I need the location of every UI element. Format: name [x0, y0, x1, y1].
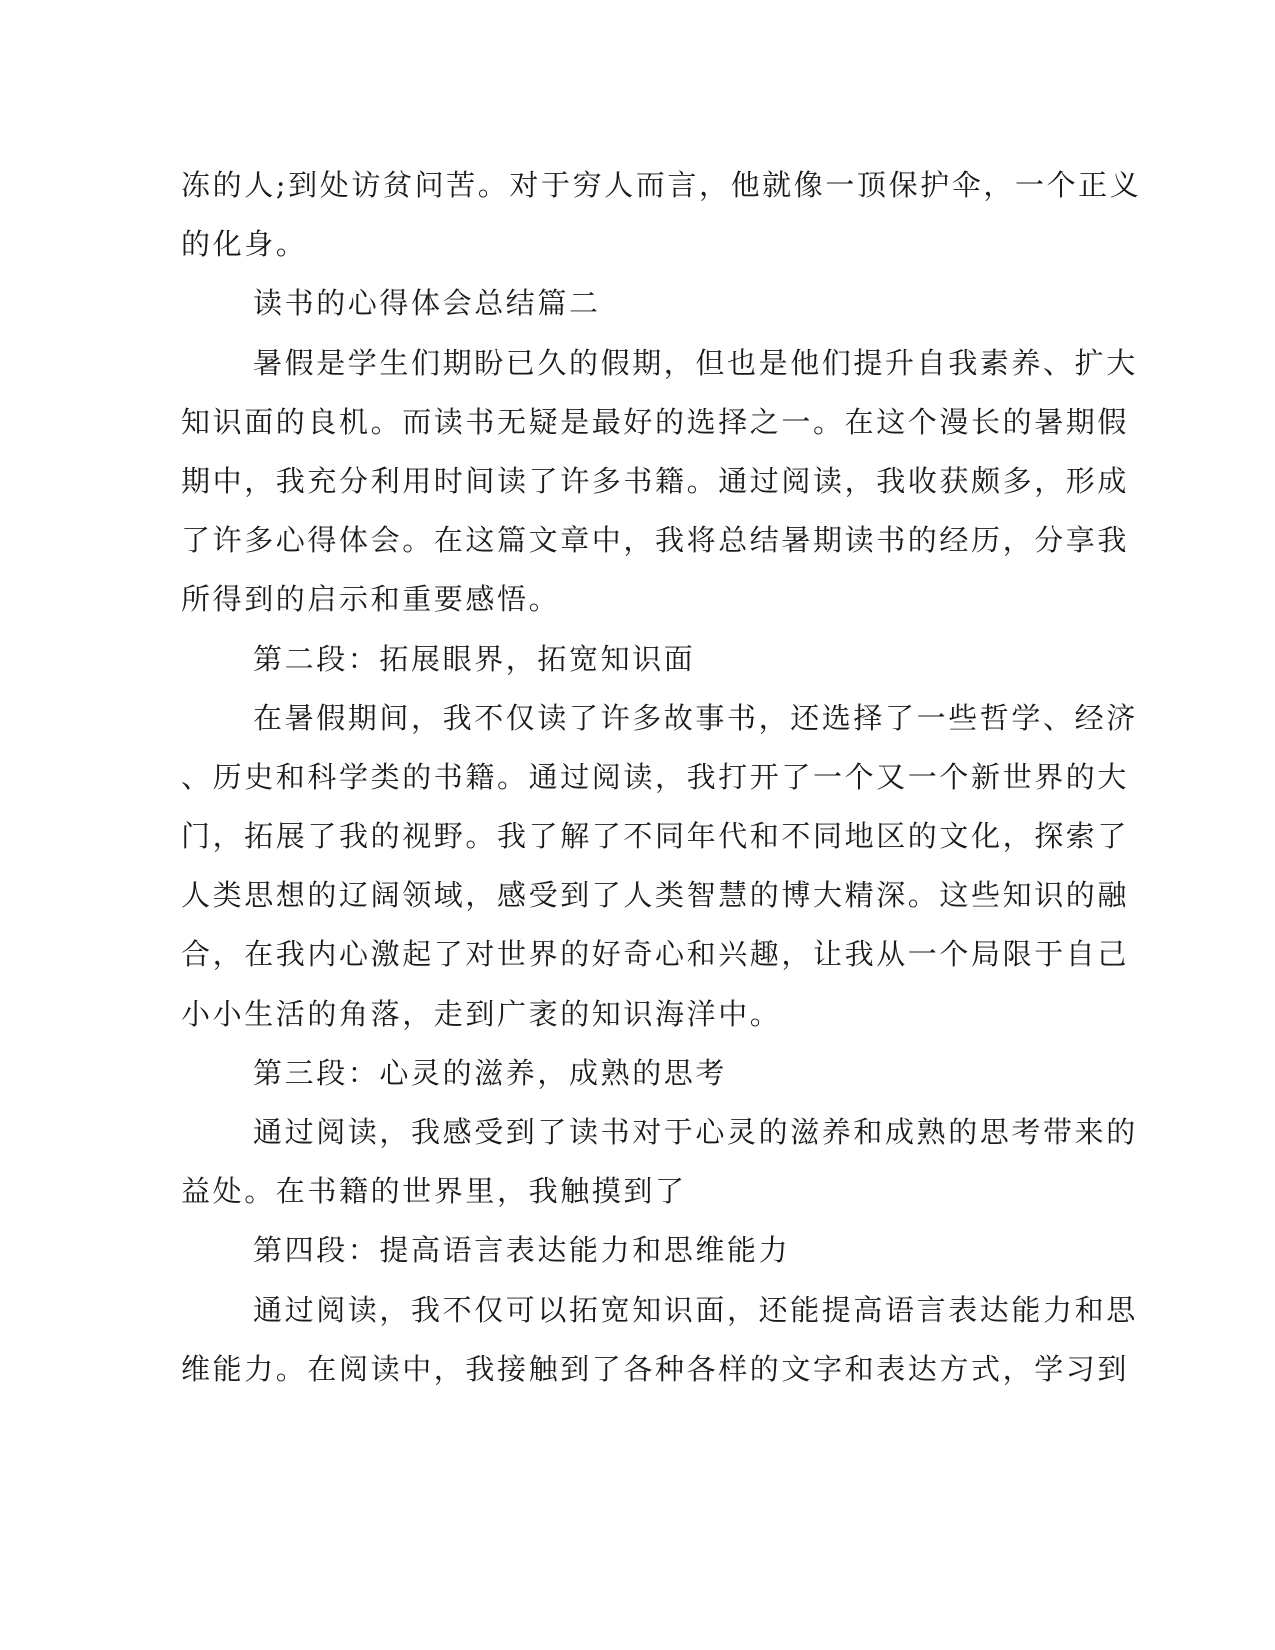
text-line: 通过阅读，我不仅可以拓宽知识面，还能提高语言表达能力和思: [253, 1292, 1138, 1327]
subheading-second: [181, 630, 1041, 689]
text-line: 暑假是学生们期盼已久的假期，但也是他们提升自我素养、扩大: [253, 345, 1138, 380]
text-line: 期中，我充分利用时间读了许多书籍。通过阅读，我收获颇多，形成: [181, 463, 1130, 498]
heading-line: 第四段：提高语言表达能力和思维能力: [253, 1233, 791, 1268]
heading-line: 第三段：心灵的滋养，成熟的思考: [253, 1055, 728, 1090]
text-line: 了许多心得体会。在这篇文章中，我将总结暑期读书的经历，分享我: [181, 523, 1130, 558]
text-line: 益处。在书籍的世界里，我触摸到了: [181, 1174, 687, 1209]
text-line: 所得到的启示和重要感悟。: [181, 582, 561, 617]
text-line: 维能力。在阅读中，我接触到了各种各样的文字和表达方式，学习到: [181, 1351, 1130, 1386]
text-line: 知识面的良机。而读书无疑是最好的选择之一。在这个漫长的暑期假: [181, 404, 1130, 439]
paragraph-nourish: [181, 1103, 1138, 1221]
heading-line: 第二段：拓展眼界，拓宽知识面: [253, 641, 696, 676]
text-line: 门，拓展了我的视野。我了解了不同年代和不同地区的文化，探索了: [181, 819, 1130, 854]
heading-line: 读书的心得体会总结篇二: [253, 286, 601, 321]
text-line: 冻的人;到处访贫问苦。对于穷人而言，他就像一顶保护伞，一个正义: [181, 168, 1142, 202]
paragraph-intro: [181, 334, 1138, 630]
paragraph-continuation: [181, 156, 1142, 274]
paragraph-language: [181, 1281, 1138, 1399]
section-title: [181, 274, 1041, 333]
subheading-fourth: [181, 1221, 1041, 1280]
text-line: 人类思想的辽阔领域，感受到了人类智慧的博大精深。这些知识的融: [181, 878, 1130, 913]
text-line: 合，在我内心激起了对世界的好奇心和兴趣，让我从一个局限于自己: [181, 937, 1130, 972]
text-line: 通过阅读，我感受到了读书对于心灵的滋养和成熟的思考带来的: [253, 1115, 1138, 1149]
text-line: 小小生活的角落，走到广袤的知识海洋中。: [181, 996, 782, 1031]
subheading-third: [181, 1044, 1041, 1103]
paragraph-horizon: [181, 689, 1138, 1044]
document-body: [181, 156, 1142, 1399]
text-line: 、历史和科学类的书籍。通过阅读，我打开了一个又一个新世界的大: [181, 759, 1130, 794]
text-line: 的化身。: [181, 227, 308, 262]
text-line: 在暑假期间，我不仅读了许多故事书，还选择了一些哲学、经济: [253, 700, 1138, 735]
